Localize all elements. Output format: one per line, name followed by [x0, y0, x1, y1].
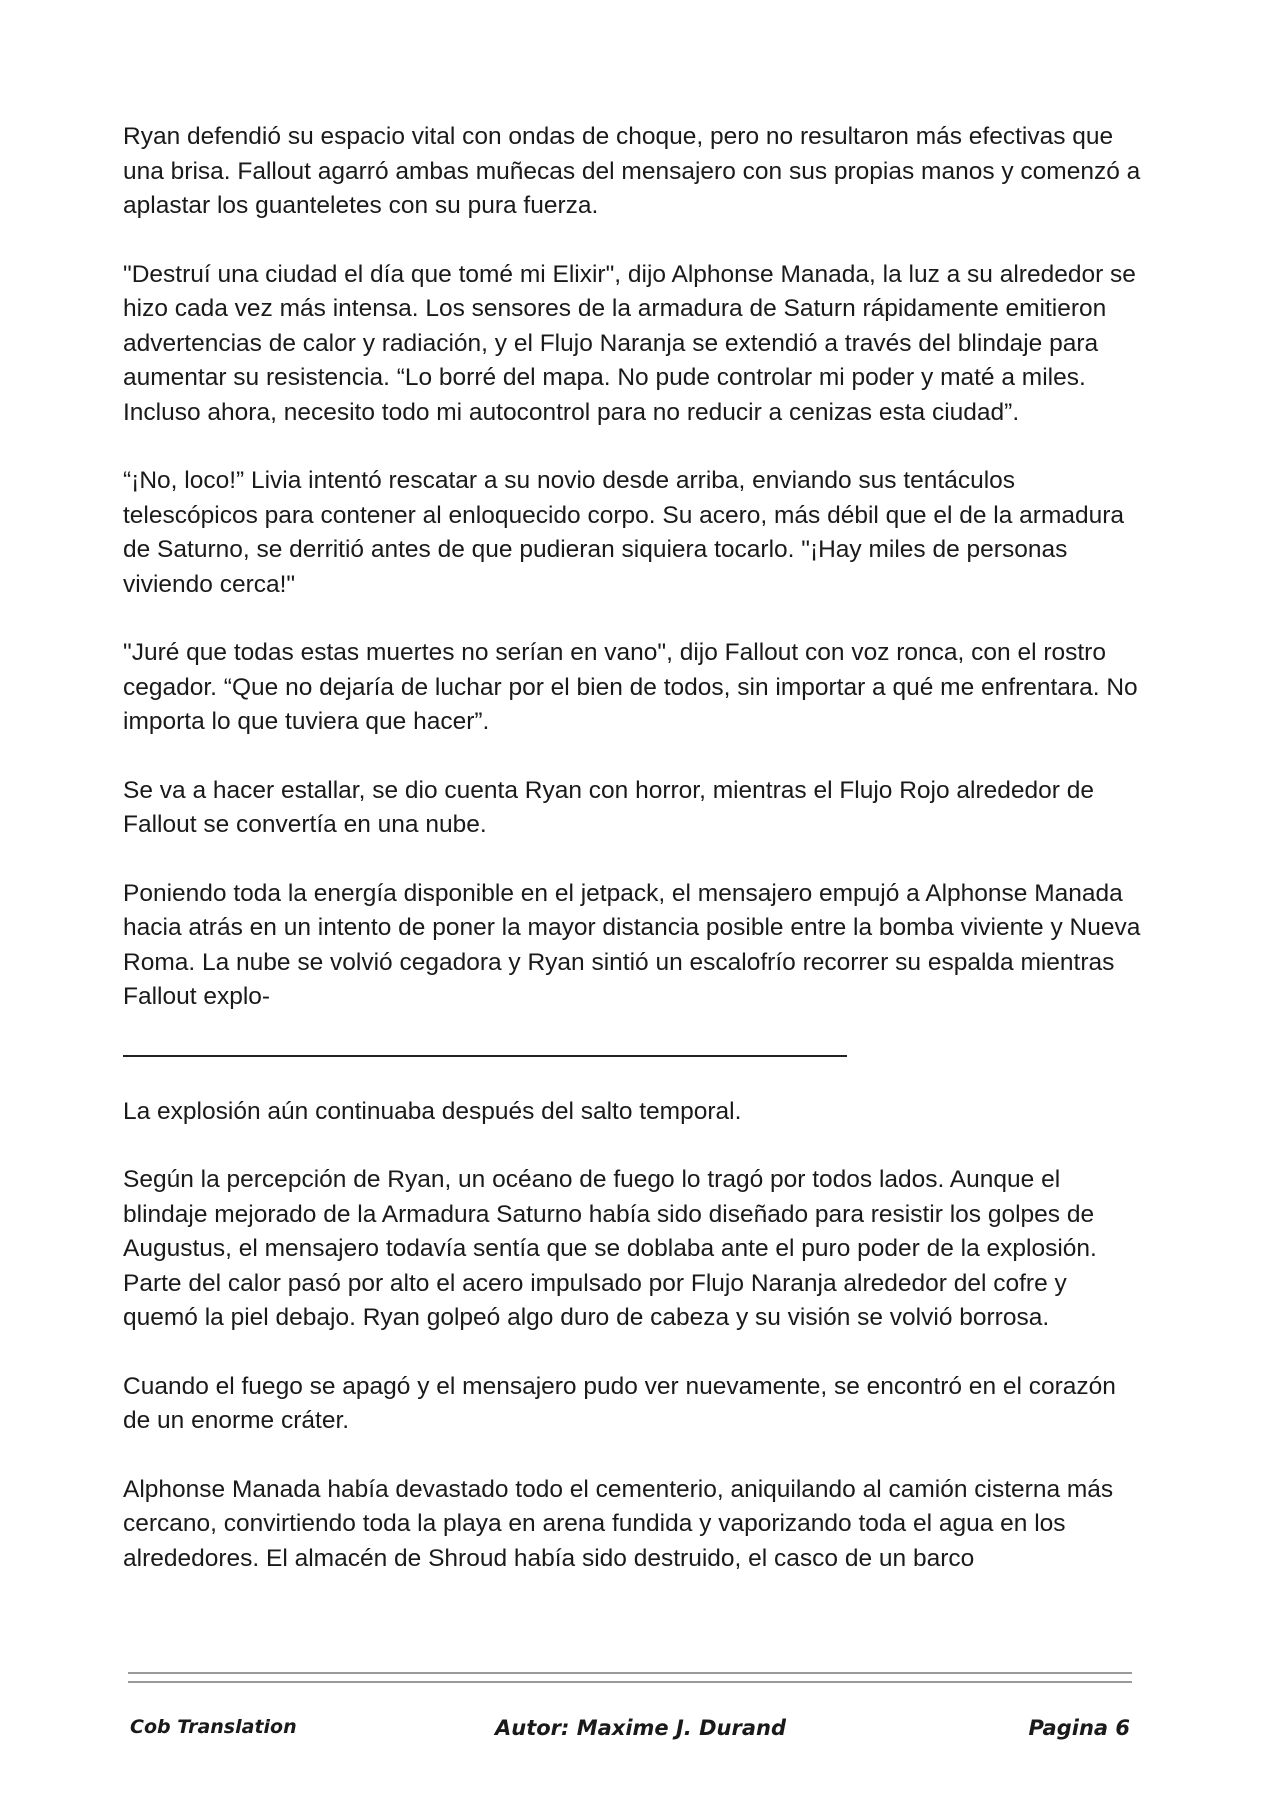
page-footer — [130, 1716, 1130, 1746]
footer-translator: Cob Translation — [130, 1716, 297, 1738]
paragraph: Alphonse Manada había devastado todo el cementerio, aniquilando al camión cisterna más cercano, convirtiendo toda la playa en arena fundida y vaporizando toda el agua en los alrededores. El almacén de Shroud había sido destruido, el casco de un barco — [123, 1475, 1114, 1572]
document-body — [123, 120, 1143, 1610]
paragraph: "Destruí una ciudad el día que tomé mi Elixir", dijo Alphonse Manada, la luz a su alrededor se hizo cada vez más intensa. Los sensores de la armadura de Saturn rápidamente emitieron advertencias de calor y radiación, y el Flujo Naranja se extendió a través del blindaje para aumentar su resistencia. “Lo borré del mapa. No pude controlar mi poder y maté a miles. Incluso ahora, necesito todo mi autocontrol para no reducir a cenizas esta ciudad”. — [123, 260, 1136, 426]
footer-author: Autor: Maxime J. Durand — [495, 1716, 786, 1740]
paragraph: La explosión aún continuaba después del salto temporal. — [123, 1097, 742, 1125]
footer-page-number: Pagina 6 — [1028, 1716, 1130, 1740]
footer-rule-bottom — [128, 1681, 1132, 1683]
footer-double-rule — [128, 1672, 1132, 1683]
paragraph: Según la percepción de Ryan, un océano de fuego lo tragó por todos lados. Aunque el blindaje mejorado de la Armadura Saturno había sido diseñado para resistir los golpes de Augustus, el mensajero todavía sentía que se doblaba ante el puro poder de la explosión. Parte del calor pasó por alto el acero impulsado por Flujo Naranja alrededor del cofre y quemó la piel debajo. Ryan golpeó algo duro de cabeza y su visión se volvió borrosa. — [123, 1166, 1097, 1331]
paragraph: Ryan defendió su espacio vital con ondas de choque, pero no resultaron más efectivas que una brisa. Fallout agarró ambas muñecas del mensajero con sus propias manos y comenzó a aplastar los guanteletes con su pura fuerza. — [123, 123, 1141, 219]
paragraph: Cuando el fuego se apagó y el mensajero pudo ver nuevamente, se encontró en el corazón de un enorme cráter. — [123, 1372, 1116, 1434]
paragraph: Se va a hacer estallar, se dio cuenta Ryan con horror, mientras el Flujo Rojo alrededor de Fallout se convertía en una nube. — [123, 776, 1095, 838]
paragraph: "Juré que todas estas muertes no serían en vano", dijo Fallout con voz ronca, con el rostro cegador. “Que no dejaría de luchar por el bien de todos, sin importar a qué me enfrentara. No importa lo que tuviera que hacer”. — [123, 639, 1138, 735]
paragraph: Poniendo toda la energía disponible en el jetpack, el mensajero empujó a Alphonse Manada hacia atrás en un intento de poner la mayor distancia posible entre la bomba viviente y Nueva Roma. La nube se volvió cegadora y Ryan sintió un escalofrío recorrer su espalda mientras Fallout explo- — [123, 879, 1141, 1010]
footer-rule-top — [128, 1672, 1132, 1674]
scene-break-divider — [123, 1055, 847, 1057]
paragraph: “¡No, loco!” Livia intentó rescatar a su novio desde arriba, enviando sus tentáculos telescópicos para contener al enloquecido corpo. Su acero, más débil que el de la armadura de Saturno, se derritió antes de que pudieran siquiera tocarlo. "¡Hay miles de personas viviendo cerca!" — [123, 467, 1125, 598]
